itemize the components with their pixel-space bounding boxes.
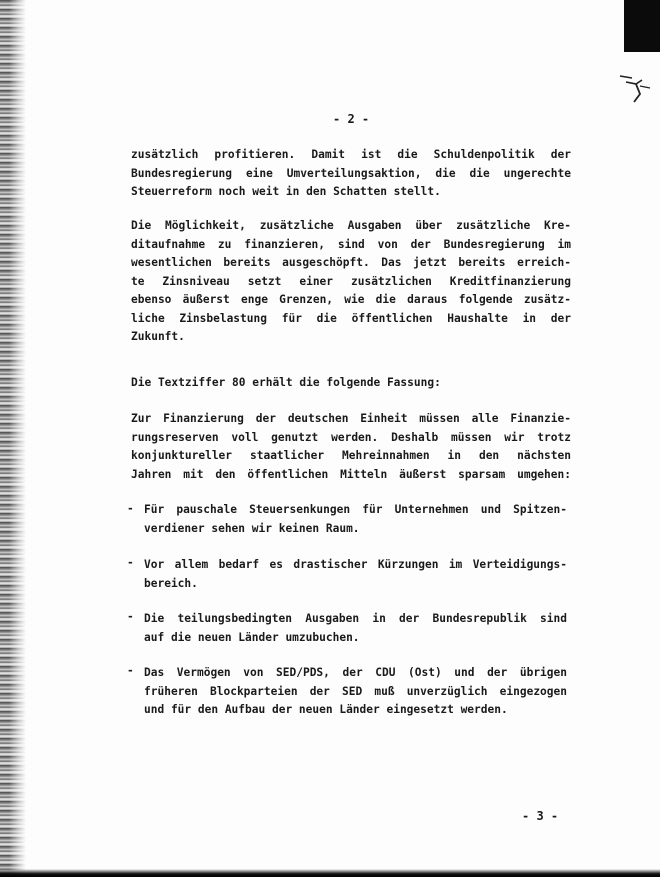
paragraph-line: ditaufnahme zu finanzieren, sind von der Bundesregierung im bbox=[131, 237, 571, 251]
bullet-item-2 bbox=[144, 556, 567, 593]
paragraph-line: Jahren mit den öffentlichen Mitteln äußerst sparsam umgehen: bbox=[131, 467, 571, 481]
pen-mark-icon bbox=[618, 72, 652, 108]
bullet-item-4 bbox=[144, 664, 567, 720]
bullet-item-1 bbox=[144, 501, 567, 538]
scan-edge-bottom bbox=[0, 869, 660, 877]
paragraph-line: te Zinsniveau setzt einer zusätzlichen Kreditfinanzierung bbox=[131, 274, 571, 288]
bullet-line: Vor allem bedarf es drastischer Kürzungen im Verteidigungs- bbox=[144, 558, 567, 571]
scan-corner-top-right bbox=[624, 0, 660, 52]
paragraph-line: Die Möglichkeit, zusätzliche Ausgaben über zusätzliche Kre- bbox=[131, 219, 571, 232]
paragraph-1 bbox=[131, 146, 571, 202]
paragraph-4 bbox=[131, 410, 571, 484]
bullet-line: Die teilungsbedingten Ausgaben in der Bundesrepublik sind bbox=[144, 612, 567, 625]
bullet-line: auf die neuen Länder umzubuchen. bbox=[144, 630, 360, 644]
bullet-dash: - bbox=[127, 664, 134, 677]
bullet-item-3 bbox=[144, 610, 567, 647]
paragraph-line: Bundesregierung eine Umverteilungsaktion, die die ungerechte bbox=[131, 166, 571, 180]
paragraph-3 bbox=[131, 374, 571, 393]
bullet-line: bereich. bbox=[144, 576, 198, 590]
paragraph-line: Zukunft. bbox=[131, 330, 185, 343]
paragraph-line: liche Zinsbelastung für die öffentlichen Haushalte in der bbox=[131, 311, 571, 325]
bullet-dash: - bbox=[127, 610, 134, 623]
bullet-dash: - bbox=[127, 556, 134, 569]
page-header-number: - 2 - bbox=[333, 112, 370, 126]
bullet-line: verdiener sehen wir keinen Raum. bbox=[144, 521, 360, 535]
paragraph-line: Die Textziffer 80 erhält die folgende Fassung: bbox=[131, 376, 441, 389]
page-footer-number: - 3 - bbox=[522, 809, 559, 823]
bullet-line: früheren Blockparteien der SED muß unverzüglich eingezogen bbox=[144, 684, 567, 698]
paragraph-line: Steuerreform noch weit in den Schatten stellt. bbox=[131, 185, 441, 198]
bullet-dash: - bbox=[127, 502, 134, 515]
paragraph-line: konjunktureller staatlicher Mehreinnahmen in den nächsten bbox=[131, 449, 571, 462]
scan-edge-left bbox=[0, 0, 26, 877]
paragraph-line: ebenso äußerst enge Grenzen, wie die daraus folgende zusätz- bbox=[131, 293, 571, 306]
paragraph-line: wesentlichen bereits ausgeschöpft. Das jetzt bereits erreich- bbox=[131, 256, 571, 269]
bullet-line: Für pauschale Steuersenkungen für Unternehmen und Spitzen- bbox=[144, 503, 567, 516]
paragraph-line: Zur Finanzierung der deutschen Einheit müssen alle Finanzie- bbox=[131, 412, 571, 425]
paragraph-2 bbox=[131, 217, 571, 347]
paragraph-line: zusätzlich profitieren. Damit ist die Schuldenpolitik der bbox=[131, 148, 571, 161]
paragraph-line: rungsreserven voll genutzt werden. Deshalb müssen wir trotz bbox=[131, 430, 571, 444]
bullet-line: und für den Aufbau der neuen Länder eingesetzt werden. bbox=[144, 703, 508, 716]
bullet-line: Das Vermögen von SED/PDS, der CDU (Ost) und der übrigen bbox=[144, 666, 567, 679]
